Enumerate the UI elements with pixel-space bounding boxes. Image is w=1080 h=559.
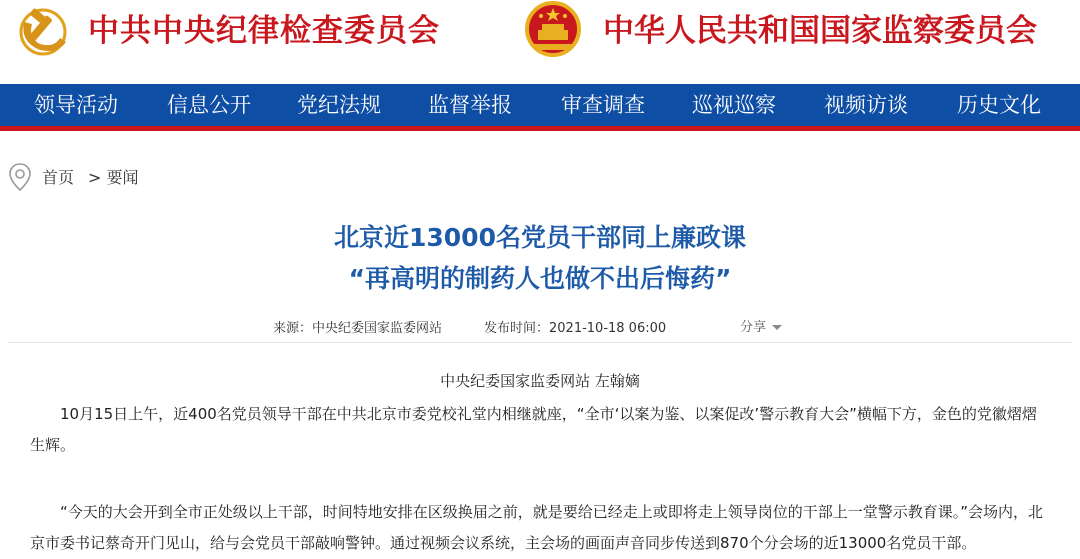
nsc-title[interactable]: 中华人民共和国国家监察委员会 bbox=[603, 13, 1037, 49]
nav-item-investigation[interactable]: 审查调查 bbox=[561, 93, 645, 117]
share-button[interactable] bbox=[740, 316, 782, 335]
article-publish-time: 发布时间：2021-10-18 06:00 bbox=[484, 321, 667, 336]
main-nav bbox=[0, 84, 1080, 131]
location-pin-icon bbox=[8, 162, 32, 192]
nav-item-video-interview[interactable]: 视频访谈 bbox=[824, 93, 908, 117]
nav-item-regulations[interactable]: 党纪法规 bbox=[297, 93, 381, 117]
nav-item-info-disclosure[interactable]: 信息公开 bbox=[167, 93, 251, 117]
national-emblem-icon[interactable] bbox=[520, 0, 586, 58]
breadcrumb-current[interactable]: > 要闻 bbox=[88, 168, 139, 187]
cpc-ccdi-title[interactable]: 中共中央纪律检查委员会 bbox=[88, 13, 440, 49]
site-header bbox=[0, 0, 1080, 84]
article-paragraph: 10月15日上午，近400名党员领导干部在中共北京市委党校礼堂内相继就座，“全市‘以案为鉴、以案促改’警示教育大会”横幅下方，金色的党徽熠熠生辉。 bbox=[30, 405, 1037, 454]
article-title-line1: 北京近13000名党员干部同上廉政课 bbox=[334, 223, 746, 252]
party-emblem-icon[interactable] bbox=[10, 2, 76, 58]
article-byline: 中央纪委国家监委网站 左翰嫡 bbox=[440, 372, 640, 390]
article-paragraph: “今天的大会开到全市正处级以上干部，时间特地安排在区级换届之前，就是要给已经走上或即将走上领导岗位的干部上一堂警示教育课。”会场内，北京市委书记蔡奇开门见山，给与会党员干部敲响警钟。通过视频会议系统，主会场的画面声音同步传送到870个分会场的近13000名党员干部。 bbox=[30, 503, 1044, 552]
nav-item-leadership[interactable]: 领导活动 bbox=[34, 93, 118, 117]
nav-item-inspection[interactable]: 巡视巡察 bbox=[692, 93, 776, 117]
breadcrumb-home-link[interactable]: 首页 bbox=[42, 168, 75, 187]
share-label: 分享 bbox=[740, 320, 767, 335]
chevron-down-icon bbox=[772, 325, 782, 330]
nav-item-report[interactable]: 监督举报 bbox=[428, 93, 512, 117]
article-source: 来源：中央纪委国家监委网站 bbox=[273, 321, 443, 336]
article-title-line2: “再高明的制药人也做不出后悔药” bbox=[348, 264, 732, 293]
nav-item-history-culture[interactable]: 历史文化 bbox=[957, 93, 1041, 117]
divider bbox=[8, 342, 1072, 343]
